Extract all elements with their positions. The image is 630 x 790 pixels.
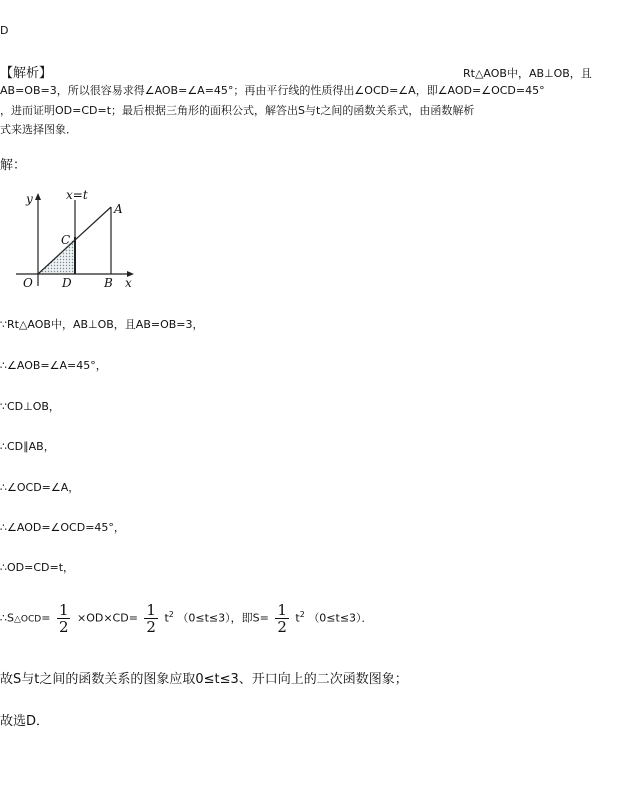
formula-square: 2 xyxy=(299,609,305,619)
analysis-line-1-right: Rt△AOB中，AB⊥OB，且 xyxy=(463,67,592,80)
step-5: ∴∠OCD=∠A， xyxy=(0,481,80,494)
label-a: A xyxy=(114,202,123,216)
formula-mid: ×OD×CD= xyxy=(76,611,138,625)
formula-subscript: △OCD xyxy=(13,614,42,625)
label-y: y xyxy=(26,192,33,206)
y-axis-arrow xyxy=(35,193,41,200)
formula-range: （0≤t≤3），即S= xyxy=(177,611,269,625)
step-2: ∴∠AOB=∠A=45°， xyxy=(0,359,107,372)
formula-t: t xyxy=(164,611,169,625)
analysis-line-3: ，进而证明OD=CD=t；最后根据三角形的面积公式，解答出S与t之间的函数关系式，由函数解析 xyxy=(0,104,475,117)
area-formula xyxy=(0,602,373,635)
step-3: ∵CD⊥OB， xyxy=(0,400,60,413)
solution-label: 解： xyxy=(0,158,27,173)
label-line: x=t xyxy=(66,188,88,202)
geometry-figure xyxy=(8,186,148,291)
label-x: x xyxy=(125,276,132,290)
formula-prefix: ∴S xyxy=(0,611,14,625)
step-6: ∴∠AOD=∠OCD=45°， xyxy=(0,521,125,534)
conclusion-graph: 故S与t之间的函数关系的图象应取0≤t≤3、开口向上的二次函数图象； xyxy=(0,672,408,687)
formula-t: t xyxy=(295,611,300,625)
label-b: B xyxy=(104,276,113,290)
formula-range: （0≤t≤3）． xyxy=(308,611,373,625)
label-c: C xyxy=(61,233,71,247)
label-o: O xyxy=(23,276,33,290)
step-4: ∴CD∥AB， xyxy=(0,440,55,453)
formula-square: 2 xyxy=(168,609,174,619)
conclusion-choice: 故选D． xyxy=(0,714,50,729)
analysis-line-4: 式来选择图象． xyxy=(0,123,77,136)
label-d: D xyxy=(62,276,72,290)
step-7: ∴OD=CD=t， xyxy=(0,561,75,574)
step-1: ∵Rt△AOB中，AB⊥OB，且AB=OB=3， xyxy=(0,318,204,331)
analysis-heading: 【解析】 xyxy=(0,66,53,81)
answer-letter: D xyxy=(0,24,9,37)
formula-eq: = xyxy=(41,611,51,625)
fraction-one-half: $\frac{1}{2}$ xyxy=(277,601,287,636)
analysis-line-2: AB=OB=3，所以很容易求得∠AOB=∠A=45°；再由平行线的性质得出∠OCD=∠A，即∠AOD=∠OCD=45° xyxy=(0,84,545,97)
fraction-one-half: $\frac{1}{2}$ xyxy=(146,601,156,636)
fraction-one-half: $\frac{1}{2}$ xyxy=(58,601,69,636)
